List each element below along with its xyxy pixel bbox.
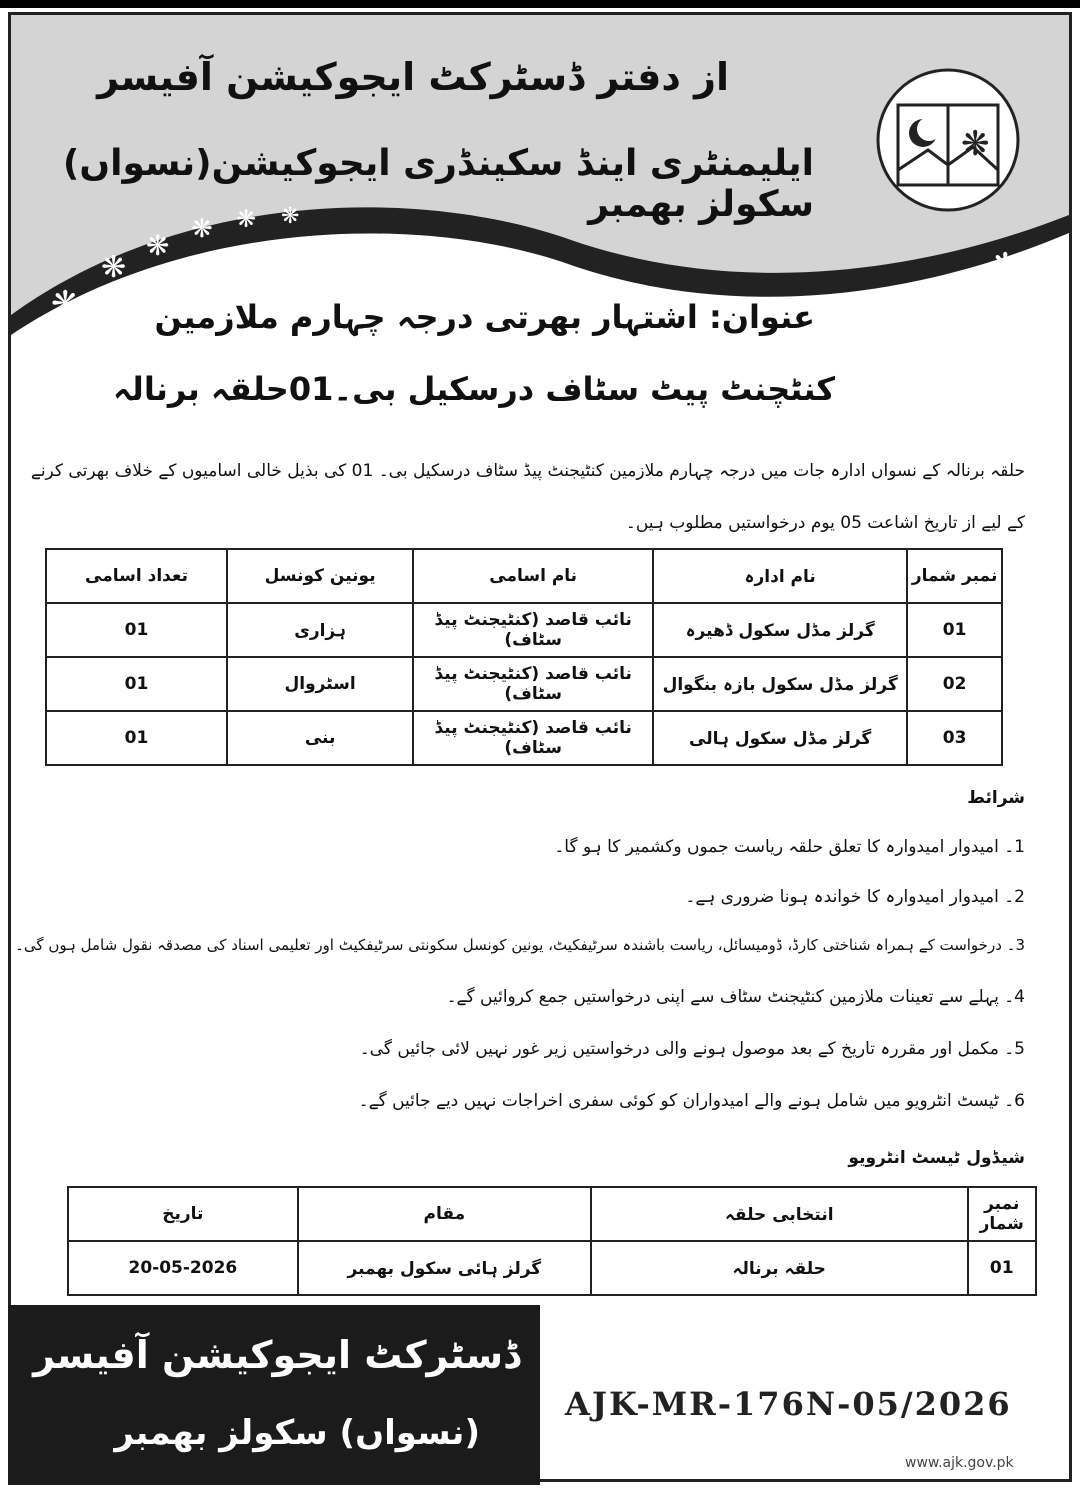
table-cell: 20-05-2026 [68, 1241, 298, 1295]
intro-line1: حلقہ برنالہ کے نسواں ادارہ جات میں درجہ چہارم ملازمین کنٹیجنٹ پیڈ سٹاف درسکیل بی۔ 01 کی بذیل خالی اسامیوں کے خلاف بھرتی کرنے [30, 461, 1025, 481]
table-cell: گرلز مڈل سکول ہالی [653, 711, 907, 765]
condition-item: 5۔ مکمل اور مقررہ تاریخ کے بعد موصول ہونے والی درخواستیں زیر غور نہیں لائی جائیں گی۔ [359, 1039, 1025, 1059]
table-cell: 01 [46, 603, 227, 657]
posts-table [45, 548, 1003, 766]
svg-text:❋: ❋ [146, 229, 170, 262]
condition-item: 6۔ ٹیسٹ انٹرویو میں شامل ہونے والے امیدواران کو کوئی سفری اخراجات نہیں دیے جائیں گے۔ [358, 1091, 1025, 1111]
svg-text:❋: ❋ [961, 124, 990, 164]
table-cell: نائب قاصد (کنٹیجنٹ پیڈ سٹاف) [413, 603, 653, 657]
table-header: نام ادارہ [653, 549, 907, 603]
svg-text:❋: ❋ [191, 214, 213, 244]
signatory-title: ڈسٹرکٹ ایجوکیشن آفیسر [33, 1333, 520, 1377]
table-cell: 01 [907, 603, 1002, 657]
website-text: www.ajk.gov.pk [905, 1455, 1014, 1471]
svg-text:❋: ❋ [281, 204, 300, 229]
table-cell: 01 [968, 1241, 1037, 1295]
table-cell: گرلز مڈل سکول ڈھیرہ [653, 603, 907, 657]
table-header: تعداد اسامی [46, 549, 227, 603]
svg-text:❋: ❋ [51, 284, 80, 324]
reference-number: AJK-MR-176N-05/2026 [565, 1385, 1012, 1423]
condition-item: 3۔ درخواست کے ہمراہ شناختی کارڈ، ڈومیسائل، ریاست باشندہ سرٹیفکیٹ، یونین کونسل سکونتی سرٹیفکیٹ اور تعلیمی اسناد کی مصدقہ نقول شامل ہوں گی۔ [15, 936, 1025, 954]
department-heading: ایلیمنٹری اینڈ سکینڈری ایجوکیشن(نسواں) سکولز بھمبر [62, 143, 814, 225]
signatory-office: (نسواں) سکولز بھمبر [114, 1413, 480, 1453]
condition-item: 4۔ پہلے سے تعینات ملازمین کنٹیجنٹ سٹاف سے اپنی درخواستیں جمع کروائیں گے۔ [446, 987, 1025, 1007]
table-cell: اسٹروال [227, 657, 413, 711]
table-cell: نائب قاصد (کنٹیجنٹ پیڈ سٹاف) [413, 657, 653, 711]
table-header-row [68, 1187, 1036, 1241]
table-row [46, 657, 1002, 711]
table-header: نمبر شمار [968, 1187, 1037, 1241]
top-black-strip [0, 0, 1080, 8]
intro-line2: کے لیے از تاریخ اشاعت 05 یوم درخواستیں مطلوب ہیں۔ [625, 513, 1025, 533]
table-header: نام اسامی [413, 549, 653, 603]
svg-text:❋: ❋ [101, 250, 127, 285]
table-row [46, 603, 1002, 657]
ajk-emblem-icon [873, 65, 1023, 215]
table-cell: گرلز ہائی سکول بھمبر [298, 1241, 591, 1295]
table-row [46, 711, 1002, 765]
svg-text:❋: ❋ [236, 205, 257, 233]
header-banner [11, 15, 1069, 345]
table-header: نمبر شمار [907, 549, 1002, 603]
table-header-row [46, 549, 1002, 603]
condition-item: 1۔ امیدوار امیدوارہ کا تعلق حلقہ ریاست جموں وکشمیر کا ہو گا۔ [554, 837, 1025, 857]
table-header: انتخابی حلقہ [591, 1187, 968, 1241]
svg-text:❋: ❋ [891, 282, 913, 312]
svg-text:❋: ❋ [991, 246, 1020, 286]
table-row [68, 1241, 1036, 1295]
table-cell: 02 [907, 657, 1002, 711]
condition-item: 2۔ امیدوار امیدوارہ کا خواندہ ہونا ضروری ہے۔ [685, 887, 1025, 907]
svg-text:❋: ❋ [941, 270, 967, 305]
table-cell: 01 [46, 657, 227, 711]
table-cell: 01 [46, 711, 227, 765]
footer-signature-block [8, 1305, 540, 1485]
subject-line1: عنوان: اشتہار بھرتی درجہ چہارم ملازمین [154, 298, 815, 336]
table-cell: حلقہ برنالہ [591, 1241, 968, 1295]
office-heading: از دفتر ڈسٹرکٹ ایجوکیشن آفیسر [97, 55, 729, 99]
table-cell: نائب قاصد (کنٹیجنٹ پیڈ سٹاف) [413, 711, 653, 765]
schedule-heading: شیڈول ٹیسٹ انٹرویو [848, 1148, 1025, 1168]
table-header: یونین کونسل [227, 549, 413, 603]
schedule-table [67, 1186, 1037, 1296]
table-cell: ہزاری [227, 603, 413, 657]
table-cell: 03 [907, 711, 1002, 765]
subject-line2: کنٹچنٹ پیٹ سٹاف درسکیل بی۔01حلقہ برنالہ [113, 370, 835, 408]
conditions-heading: شرائط [967, 788, 1025, 808]
table-header: مقام [298, 1187, 591, 1241]
table-header: تاریخ [68, 1187, 298, 1241]
table-cell: بنی [227, 711, 413, 765]
table-cell: گرلز مڈل سکول بازہ بنگوال [653, 657, 907, 711]
